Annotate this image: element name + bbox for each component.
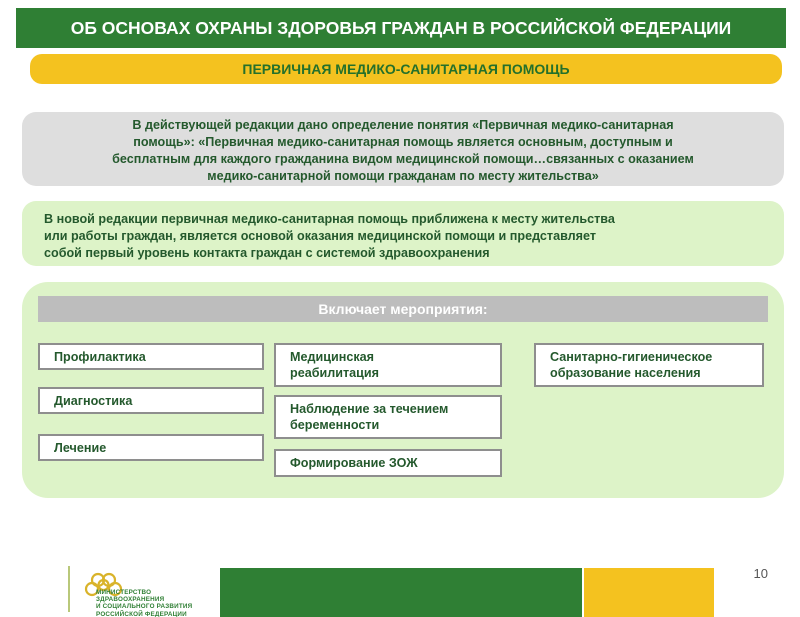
- event-label: Медицинская: [290, 350, 374, 364]
- event-label: Профилактика: [54, 349, 146, 364]
- slide-title: ОБ ОСНОВАХ ОХРАНЫ ЗДОРОВЬЯ ГРАЖДАН В РОССИЙСКОЙ ФЕДЕРАЦИИ: [16, 8, 786, 48]
- new-edition-line: собой первый уровень контакта граждан с системой здравоохранения: [44, 246, 490, 260]
- definition-line: бесплатным для каждого гражданина видом медицинской помощи…связанных с оказанием: [112, 152, 694, 166]
- section-subtitle: ПЕРВИЧНАЯ МЕДИКО-САНИТАРНАЯ ПОМОЩЬ: [30, 54, 782, 84]
- event-label: реабилитация: [290, 366, 379, 380]
- definition-line: В действующей редакции дано определение понятия «Первичная медико-санитарная: [132, 118, 674, 132]
- logo-line: И СОЦИАЛЬНОГО РАЗВИТИЯ: [96, 603, 193, 611]
- event-diagnostika: [38, 387, 264, 414]
- event-reabilitacia: [274, 343, 502, 387]
- event-label: Наблюдение за течением: [290, 402, 449, 416]
- ministry-logo-text: [96, 589, 192, 617]
- footer-yellow-bar: [584, 568, 714, 617]
- new-edition-line: В новой редакции первичная медико-санитарная помощь приближена к месту жительства: [44, 212, 615, 226]
- new-edition-box: [22, 201, 784, 266]
- event-lechenie: [38, 434, 264, 461]
- event-label: беременности: [290, 418, 380, 432]
- logo-line: ЗДРАВООХРАНЕНИЯ: [96, 596, 165, 604]
- definition-line: медико-санитарной помощи гражданам по месту жительства»: [207, 169, 599, 183]
- event-label: образование населения: [550, 366, 701, 380]
- event-profilaktika: [38, 343, 264, 370]
- footer-green-bar: [220, 568, 582, 617]
- event-sanitarnoe: [534, 343, 764, 387]
- event-nablyudenie: [274, 395, 502, 439]
- event-label: Лечение: [54, 440, 107, 455]
- page-number: 10: [753, 566, 768, 581]
- logo-line: МИНИСТЕРСТВО: [96, 589, 152, 596]
- events-panel: [22, 282, 784, 498]
- events-header: Включает мероприятия:: [38, 296, 768, 322]
- event-label: Санитарно-гигиеническое: [550, 350, 713, 364]
- definition-box: [22, 112, 784, 186]
- event-label: Формирование ЗОЖ: [290, 456, 418, 470]
- new-edition-line: или работы граждан, является основой оказания медицинской помощи и представляет: [44, 229, 597, 243]
- definition-line: помощь»: «Первичная медико-санитарная помощь является основным, доступным и: [133, 135, 673, 149]
- event-label: Диагностика: [54, 393, 133, 408]
- logo-line: РОССИЙСКОЙ ФЕДЕРАЦИИ: [96, 610, 187, 617]
- event-zozh: [274, 449, 502, 477]
